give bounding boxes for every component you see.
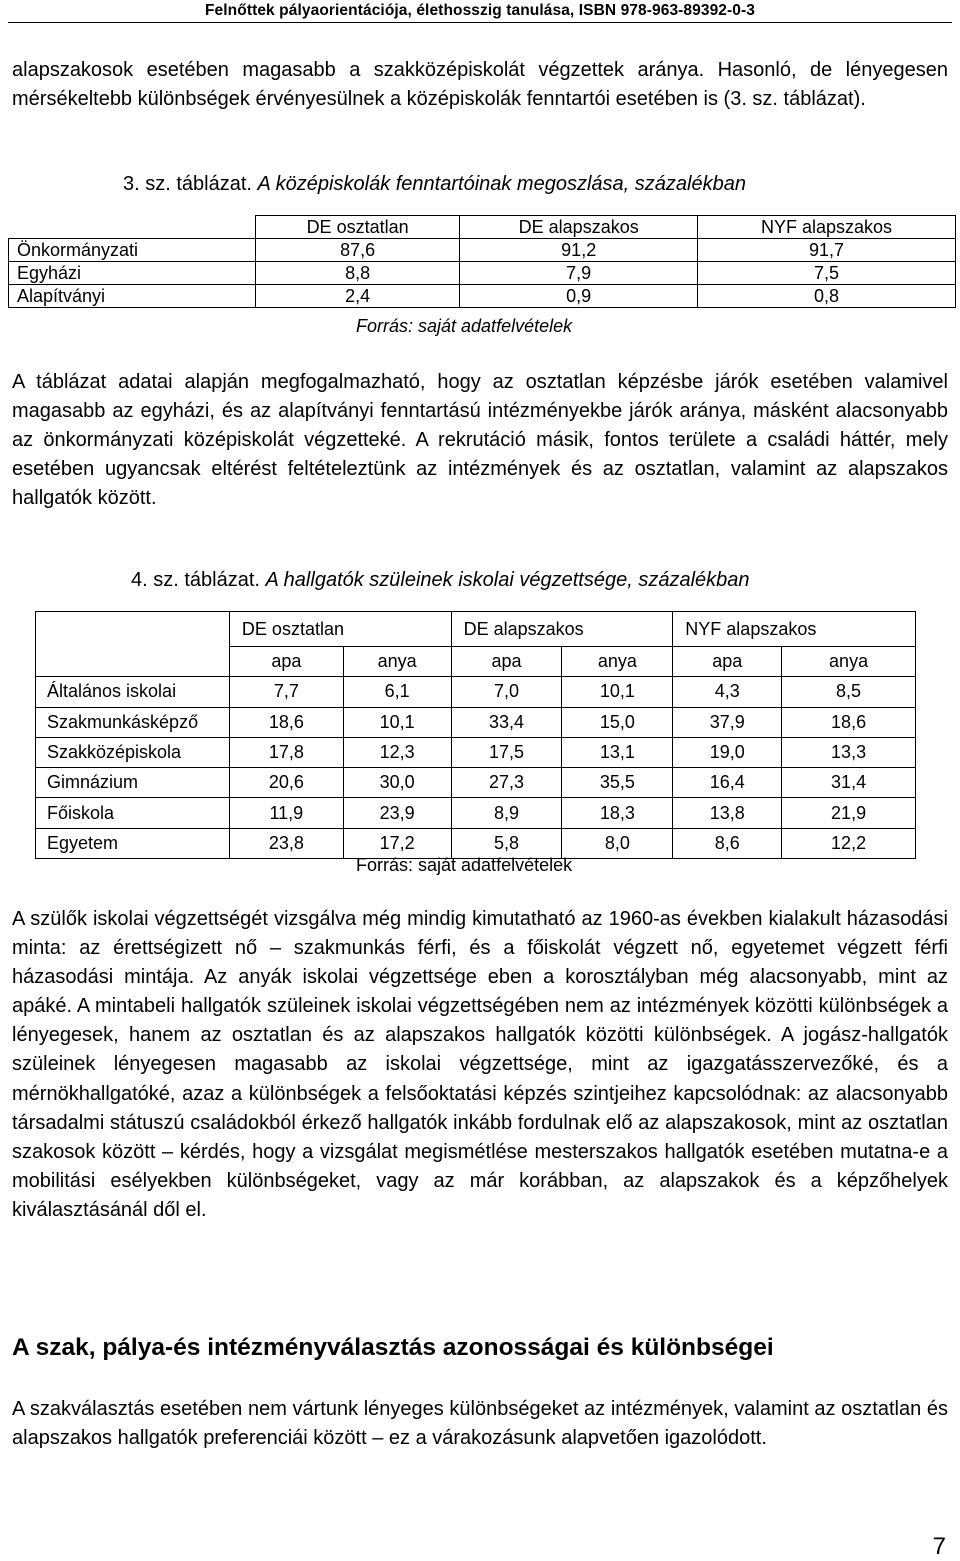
table4-cell: 13,3: [782, 737, 916, 767]
table3-cell: 7,9: [460, 262, 698, 285]
table3-cell: 91,7: [698, 239, 956, 262]
section-title: A szak, pálya-és intézményválasztás azonosságai és különbségei: [12, 1334, 774, 1361]
table4-row-label: Szakközépiskola: [36, 737, 230, 767]
table4-cell: 13,1: [562, 737, 673, 767]
table4-cell: 18,6: [782, 707, 916, 737]
table4-cell: 21,9: [782, 798, 916, 828]
table3-cell: 8,8: [255, 262, 460, 285]
table4-cell: 37,9: [673, 707, 782, 737]
table4-cell: 31,4: [782, 768, 916, 798]
table3-row: [9, 285, 956, 308]
table4-cell: 30,0: [343, 768, 451, 798]
table3-cell: 7,5: [698, 262, 956, 285]
table3-cell: 91,2: [460, 239, 698, 262]
table4-row-label: Szakmunkásképző: [36, 707, 230, 737]
table4-caption: [131, 568, 750, 592]
table4-cell: 19,0: [673, 737, 782, 767]
table3-corner-cell: [9, 216, 256, 239]
table3-caption-title: A középiskolák fenntartóinak megoszlása, százalékban: [257, 173, 746, 195]
table4-cell: 8,5: [782, 677, 916, 707]
table4-group-header: NYF alapszakos: [673, 612, 916, 647]
table4-cell: 10,1: [343, 707, 451, 737]
table3-row: [9, 262, 956, 285]
table4-source: Forrás: saját adatfelvételek: [356, 855, 573, 875]
table4-row-label: Egyetem: [36, 828, 230, 858]
table4-cell: 12,3: [343, 737, 451, 767]
table3-col-header: DE alapszakos: [460, 216, 698, 239]
table4-row: [36, 768, 916, 798]
table4-cell: 17,8: [229, 737, 343, 767]
table3-col-header: DE osztatlan: [255, 216, 460, 239]
table4-cell: 5,8: [451, 828, 562, 858]
table4-cell: 6,1: [343, 677, 451, 707]
table4-cell: 23,8: [229, 828, 343, 858]
intro-paragraph: alapszakosok esetében magasabb a szakközépiskolát végzettek aránya. Hasonló, de lényegesen mérsékeltebb különbségek érvényesülnek a középiskolák fenntartói esetében is (3. sz. táblázat).: [12, 59, 948, 111]
table4-cell: 18,3: [562, 798, 673, 828]
table4-cell: 7,7: [229, 677, 343, 707]
table4-cell: 16,4: [673, 768, 782, 798]
running-header: Felnőttek pályaorientációja, élethosszig tanulása, ISBN 978-963-89392-0-3: [204, 2, 755, 19]
table4-row: [36, 677, 916, 707]
table3-caption-label: 3. sz. táblázat.: [123, 173, 252, 195]
table4-row: [36, 707, 916, 737]
table4-cell: 8,9: [451, 798, 562, 828]
page-number: 7: [932, 1533, 946, 1560]
table4-corner-cell: [36, 612, 230, 677]
table3-row-label: Önkormányzati: [9, 239, 256, 262]
table3-cell: 87,6: [255, 239, 460, 262]
table4-subcol-header: apa: [673, 647, 782, 677]
paragraph-2: A táblázat adatai alapján megfogalmazható, hogy az osztatlan képzésbe járók esetében valamivel magasabb az egyházi, és az alapítványi fenntartású intézményekbe járók aránya, másként alacsonyabb az önkormányzati középiskolát végzetteké. A rekrutáció másik, fontos területe a családi háttér, mely esetében ugyancsak eltérést feltételeztünk az intézmények és az osztatlan, valamint az alapszakos hallgatók között.: [12, 371, 948, 510]
table4-cell: 18,6: [229, 707, 343, 737]
table3-caption: [123, 172, 746, 196]
table3: [8, 215, 956, 308]
table4-cell: 4,3: [673, 677, 782, 707]
table4-cell: 11,9: [229, 798, 343, 828]
table4-subcol-header: anya: [782, 647, 916, 677]
table3-row-label: Egyházi: [9, 262, 256, 285]
table3-cell: 0,8: [698, 285, 956, 308]
header-rule: [8, 22, 952, 23]
table4-row-label: Főiskola: [36, 798, 230, 828]
table4-subcol-header: anya: [343, 647, 451, 677]
table3-row-label: Alapítványi: [9, 285, 256, 308]
table4: [35, 611, 916, 859]
table4-caption-title: A hallgatók szüleinek iskolai végzettsége, százalékban: [265, 569, 750, 591]
table4-cell: 17,5: [451, 737, 562, 767]
table4-group-header: DE osztatlan: [229, 612, 451, 647]
table4-group-header: DE alapszakos: [451, 612, 673, 647]
table4-cell: 7,0: [451, 677, 562, 707]
table3-cell: 0,9: [460, 285, 698, 308]
table4-caption-label: 4. sz. táblázat.: [131, 569, 260, 591]
table4-cell: 13,8: [673, 798, 782, 828]
table4-subcol-header: anya: [562, 647, 673, 677]
table4-cell: 35,5: [562, 768, 673, 798]
table4-cell: 20,6: [229, 768, 343, 798]
table4-cell: 17,2: [343, 828, 451, 858]
table3-source: Forrás: saját adatfelvételek: [356, 316, 573, 336]
table4-row: [36, 737, 916, 767]
table3-row: [9, 239, 956, 262]
table4-cell: 10,1: [562, 677, 673, 707]
table4-row-label: Gimnázium: [36, 768, 230, 798]
table4-subcol-header: apa: [229, 647, 343, 677]
table4-cell: 27,3: [451, 768, 562, 798]
table3-cell: 2,4: [255, 285, 460, 308]
table4-row-label: Általános iskolai: [36, 677, 230, 707]
table4-row: [36, 798, 916, 828]
table4-cell: 23,9: [343, 798, 451, 828]
table4-cell: 8,0: [562, 828, 673, 858]
table4-cell: 8,6: [673, 828, 782, 858]
table4-subcol-header: apa: [451, 647, 562, 677]
paragraph-4: A szakválasztás esetében nem vártunk lényeges különbségeket az intézmények, valamint az osztatlan és alapszakos hallgatók preferenciái között – ez a várakozásunk alapvetően igazolódott.: [12, 1398, 948, 1450]
table4-cell: 15,0: [562, 707, 673, 737]
paragraph-3: A szülők iskolai végzettségét vizsgálva még mindig kimutatható az 1960-as években kialakult házasodási minta: az érettségizett nő – szakmunkás férfi, és a főiskolát végzett nő, egyetemet végzett férfi házasodási mintája. Az anyák iskolai végzettsége eben a korosztályban még alacsonyabb, mint az apáké. A mintabeli hallgatók szüleinek iskolai végzettségében nem az intézmények közötti különbségek a lényegesek, hanem az osztatlan és az alapszakos hallgatók közötti különbségek. A jogász-hallgatók szüleinek lényegesen magasabb az iskolai végzettsége, mint az igazgatásszervezőké, és a mérnökhallgatóké, azaz a különbségek a felsőoktatási képzés szintjeihez kapcsolódnak: az alacsonyabb társadalmi státuszú családokból érkező hallgatók inkább fordulnak elő az alapszakosok, mint az osztatlan szakosok között – kérdés, hogy a vizsgálat megismétlése mesterszakos hallgatók esetében mutatna-e a mobilitási esélyekben különbségeket, vagy az már korábban, az alapszakok és a képzőhelyek kiválasztásánál dől el.: [12, 908, 948, 1221]
table4-cell: 33,4: [451, 707, 562, 737]
table3-col-header: NYF alapszakos: [698, 216, 956, 239]
table4-cell: 12,2: [782, 828, 916, 858]
